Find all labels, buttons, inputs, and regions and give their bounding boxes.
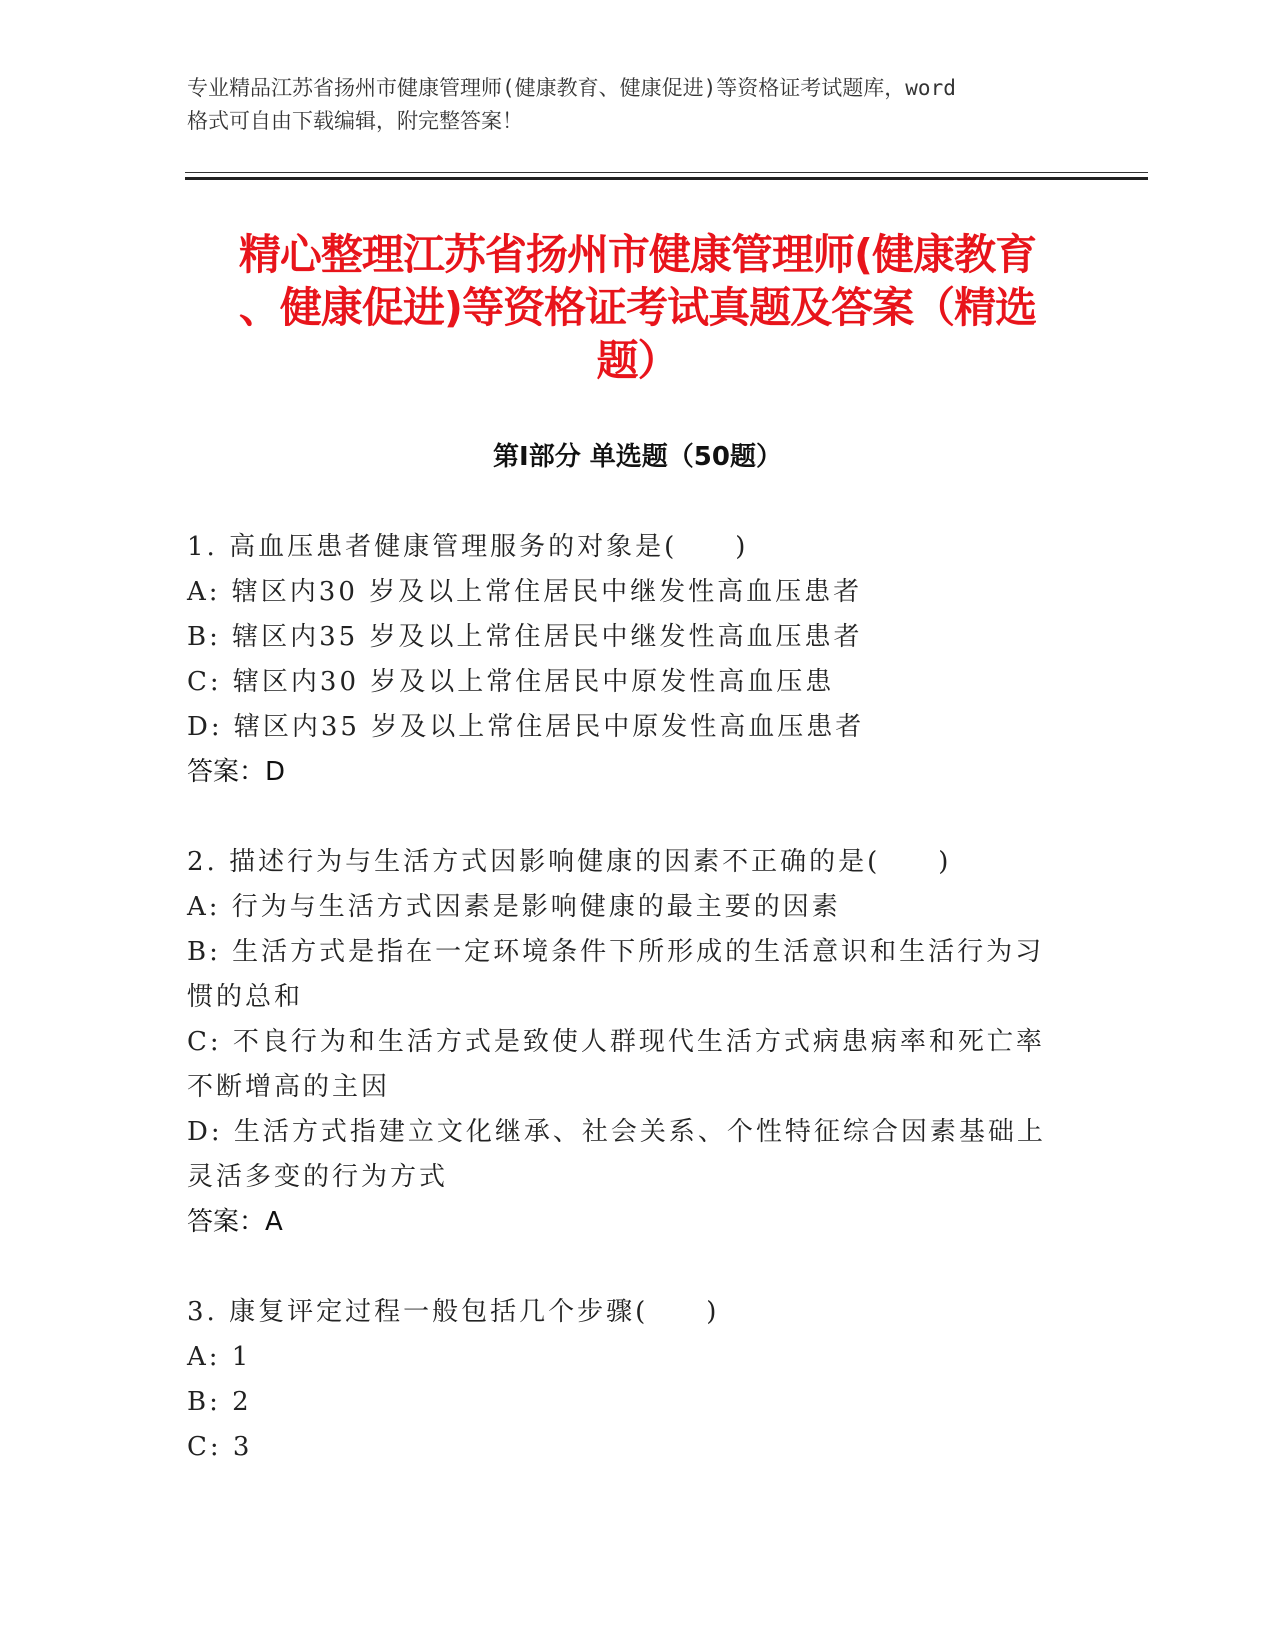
option-a: A: 辖区内30 岁及以上常住居民中继发性高血压患者: [187, 577, 863, 607]
answer: 答案：A: [187, 1207, 283, 1237]
question-1: [187, 525, 1067, 795]
document-title-line-2: 、健康促进)等资格证考试真题及答案（精选: [238, 283, 1037, 332]
header-divider-thin: [185, 172, 1148, 173]
document-title-line-3: 题）: [596, 336, 679, 385]
answer: 答案：D: [187, 757, 286, 787]
section-heading: 第Ⅰ部分 单选题（50题）: [493, 442, 782, 472]
header-note-line-1: 专业精品江苏省扬州市健康管理师(健康教育、健康促进)等资格证考试题库，word: [187, 76, 956, 100]
option-c: C: 不良行为和生活方式是致使人群现代生活方式病患病率和死亡率不断增高的主因: [187, 1027, 1045, 1102]
option-b: B: 生活方式是指在一定环境条件下所形成的生活意识和生活行为习惯的总和: [187, 937, 1045, 1012]
option-b: B: 辖区内35 岁及以上常住居民中继发性高血压患者: [187, 622, 863, 652]
option-d: D: 辖区内35 岁及以上常住居民中原发性高血压患者: [187, 712, 865, 742]
question-stem: 1. 高血压患者健康管理服务的对象是( ): [187, 532, 749, 562]
header-note: [187, 72, 1087, 138]
document-title-line-1: 精心整理江苏省扬州市健康管理师(健康教育: [238, 230, 1037, 279]
question-list: [187, 525, 1067, 1515]
question-stem: 2. 描述行为与生活方式因影响健康的因素不正确的是( ): [187, 847, 952, 877]
question-stem: 3. 康复评定过程一般包括几个步骤( ): [187, 1297, 720, 1327]
document-title: [180, 228, 1095, 387]
option-c: C: 辖区内30 岁及以上常住居民中原发性高血压患: [187, 667, 835, 697]
option-d: D: 生活方式指建立文化继承、社会关系、个性特征综合因素基础上灵活多变的行为方式: [187, 1117, 1046, 1192]
option-a: A: 1: [187, 1342, 252, 1372]
option-b: B: 2: [187, 1387, 252, 1417]
question-2: [187, 840, 1067, 1245]
option-c: C: 3: [187, 1432, 253, 1462]
option-a: A: 行为与生活方式因素是影响健康的最主要的因素: [187, 892, 841, 922]
header-divider-thick: [185, 177, 1148, 180]
question-3: [187, 1290, 1067, 1470]
header-note-line-2: 格式可自由下载编辑，附完整答案！: [187, 109, 523, 133]
